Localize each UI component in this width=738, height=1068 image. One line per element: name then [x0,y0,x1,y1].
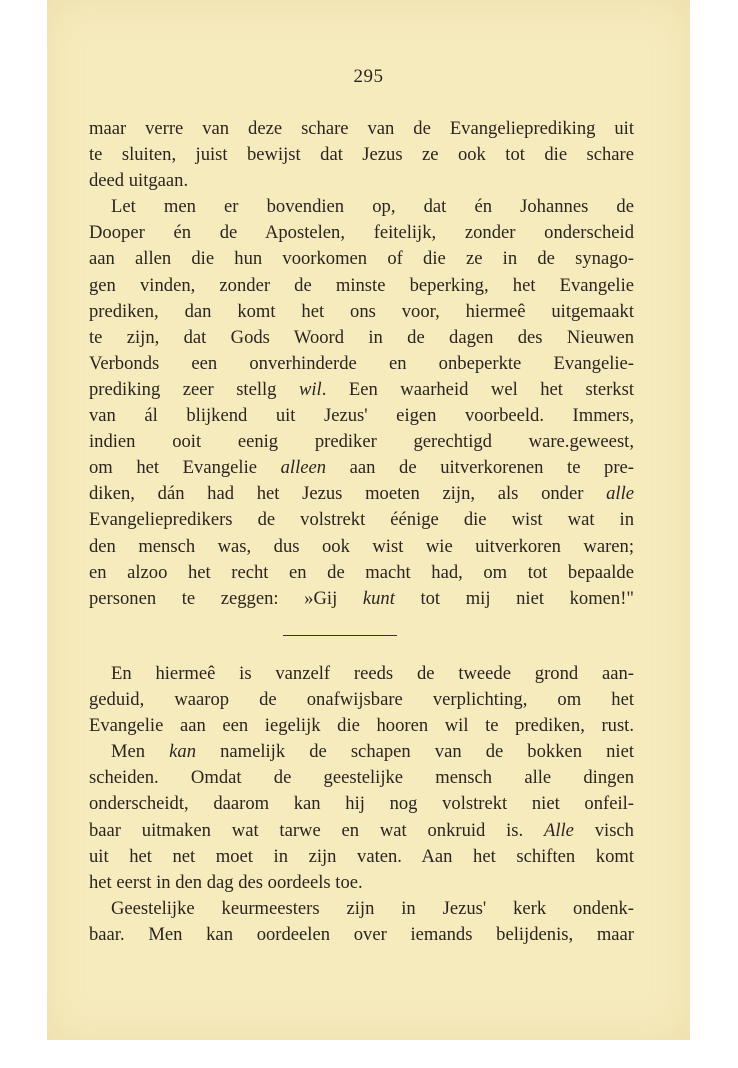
text-line: gen vinden, zonder de minste beperking, het Evangelie [89,274,634,296]
paragraph-block-1 [89,116,634,612]
text-line: om het Evangelie alleen aan de uitverkorenen te pre- [89,457,634,479]
text-line: Evangelie aan een iegelijk die hooren wil te prediken, rust. [89,715,634,737]
text-line: baar. Men kan oordeelen over iemands belijdenis, maar [89,923,634,945]
text-line: Men kan namelijk de schapen van de bokken niet [111,741,634,763]
paragraph-block-2 [89,661,634,948]
text-line: En hiermeê is vanzelf reeds de tweede grond aan- [111,663,634,684]
text-line: aan allen die hun voorkomen of die ze in de synago- [89,248,634,270]
text-line: scheiden. Omdat de geestelijke mensch alle dingen [89,767,634,789]
text-line: diken, dán had het Jezus moeten zijn, als onder alle [89,483,634,505]
text-line: personen te zeggen: »Gij kunt tot mij niet komen!" [89,587,634,609]
text-line: indien ooit eenig prediker gerechtigd ware.geweest, [89,431,634,453]
text-line: uit het net moet in zijn vaten. Aan het schiften komt [89,845,634,867]
text-line: te sluiten, juist bewijst dat Jezus ze ook tot die schare [89,144,634,166]
section-divider [283,635,397,636]
text-line: Let men er bovendien op, dat én Johannes de [111,196,634,218]
text-line: en alzoo het recht en de macht had, om tot bepaalde [89,561,634,583]
text-line: onderscheidt, daarom kan hij nog volstrekt niet onfeil- [89,793,634,815]
text-line: den mensch was, dus ook wist wie uitverkoren waren; [89,535,634,557]
text-line: het eerst in den dag des oordeels toe. [89,871,363,893]
text-line: van ál blijkend uit Jezus' eigen voorbeeld. Immers, [89,405,634,427]
text-line: Dooper én de Apostelen, feitelijk, zonder onderscheid [89,222,634,244]
text-line: maar verre van deze schare van de Evangelieprediking uit [89,118,634,139]
text-line: te zijn, dat Gods Woord in de dagen des Nieuwen [89,326,634,348]
book-page [47,0,690,1040]
text-line: deed uitgaan. [89,170,189,192]
text-line: baar uitmaken wat tarwe en wat onkruid is. Alle visch [89,819,634,841]
text-line: prediking zeer stellg wil. Een waarheid wel het sterkst [89,378,634,400]
text-line: prediken, dan komt het ons voor, hiermeê uitgemaakt [89,300,634,322]
text-line: Evangeliepredikers de volstrekt éénige die wist wat in [89,509,634,531]
page-number: 295 [353,66,384,87]
text-line: Verbonds een onverhinderde en onbeperkte Evangelie- [89,352,634,374]
text-line: geduid, waarop de onafwijsbare verplichting, om het [89,689,634,711]
text-line: Geestelijke keurmeesters zijn in Jezus' kerk ondenk- [111,897,634,919]
